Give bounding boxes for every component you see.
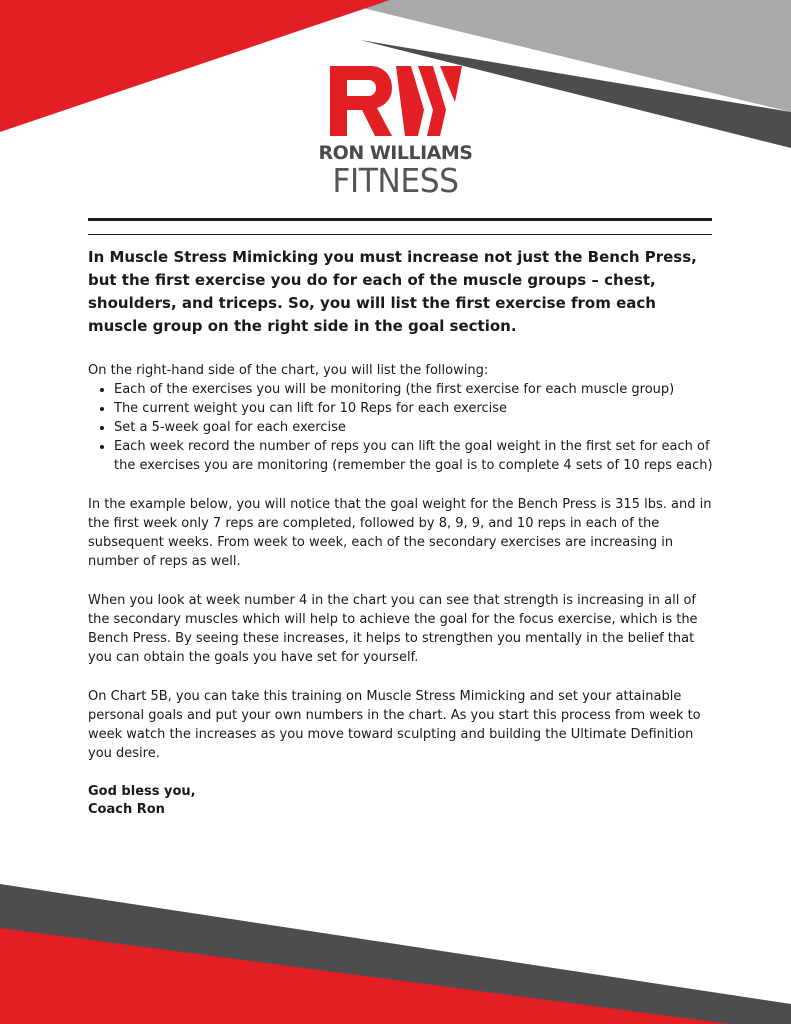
header-divider-thin: [88, 234, 712, 235]
brand-name: RON WILLIAMS: [318, 142, 473, 164]
list-item: • Each of the exercises you will be monitoring (the first exercise for each muscle group): [114, 380, 714, 399]
signoff-line-2: Coach Ron: [88, 802, 165, 817]
header-divider-thick: [88, 218, 712, 221]
intro-paragraph: On the right-hand side of the chart, you will list the following:: [88, 363, 489, 378]
document-body: [88, 246, 714, 819]
signoff: [88, 783, 714, 819]
brand-subtitle: FITNESS: [332, 161, 459, 200]
signoff-line-1: God bless you,: [88, 784, 196, 799]
week-four-paragraph: When you look at week number 4 in the chart you can see that strength is increasing in all of the secondary muscles which will help to achieve the goal for the focus exercise, which is the Bench Press. By seeing these increases, it helps to strengthen you mentally in the belief that you can obtain the goals you have set for yourself.: [88, 593, 698, 665]
bullet-list: [88, 380, 714, 475]
chart-5b-paragraph: On Chart 5B, you can take this training on Muscle Stress Mimicking and set your attainable personal goals and put your own numbers in the chart. As you start this process from week to week watch the increases as you move toward sculpting and building the Ultimate Definition you desire.: [88, 689, 701, 761]
lead-paragraph: In Muscle Stress Mimicking you must increase not just the Bench Press, but the first exercise you do for each of the muscle groups – chest, shoulders, and triceps. So, you will list the first exercise from each muscle group on the right side in the goal section.: [88, 248, 697, 335]
rw-monogram-icon: [326, 62, 466, 140]
example-paragraph: In the example below, you will notice that the goal weight for the Bench Press is 315 lbs. and in the first week only 7 reps are completed, followed by 8, 9, 9, and 10 reps in each of the subsequent weeks. From week to week, each of the secondary exercises are increasing in number of reps as well.: [88, 497, 712, 569]
list-item: • Each week record the number of reps you can lift the goal weight in the first set for each of the exercises you are monitoring (remember the goal is to complete 4 sets of 10 reps each): [114, 437, 714, 475]
brand-logo: [0, 62, 791, 198]
list-item: • The current weight you can lift for 10 Reps for each exercise: [114, 399, 714, 418]
list-item: • Set a 5-week goal for each exercise: [114, 418, 714, 437]
